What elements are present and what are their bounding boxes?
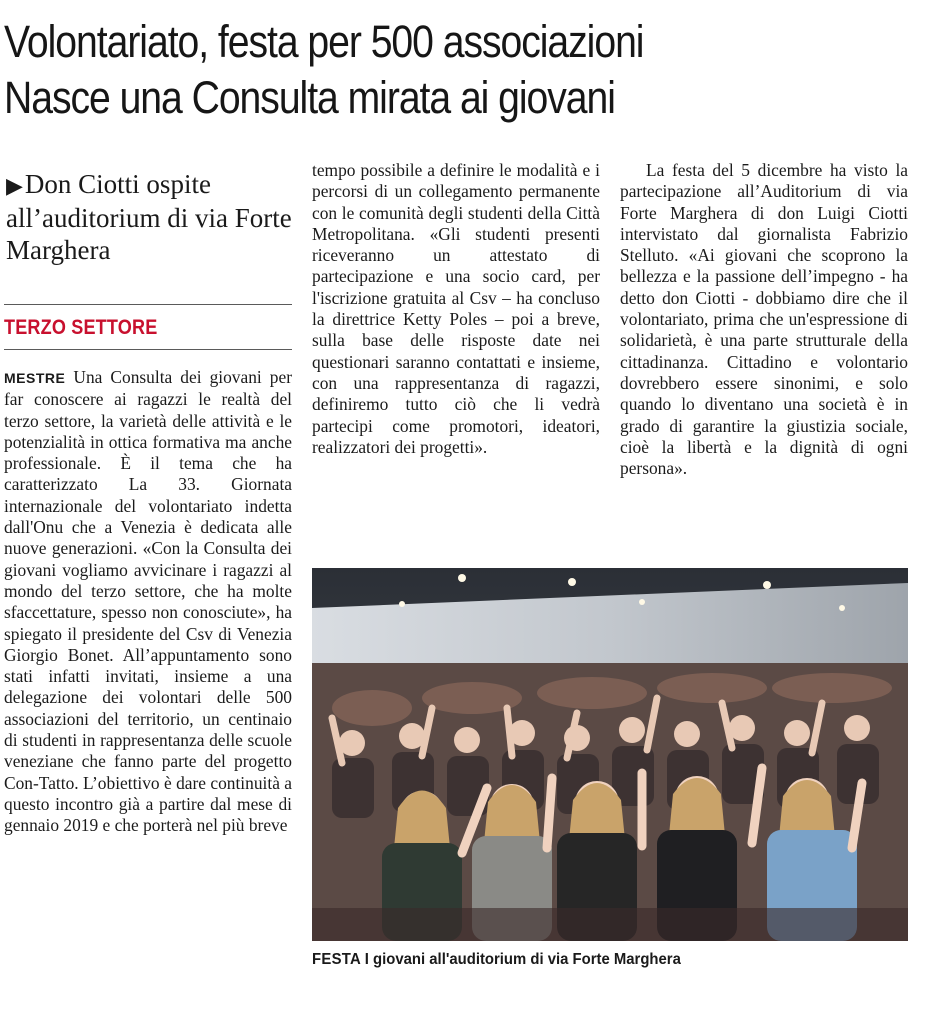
column-2-text: tempo possibile a definire le modalità e i percorsi di un collegamento permanente con le comunità degli studenti della Città Metropolitana. «Gli studenti presenti riceveranno un attestato di partecipazione e una socio card, per l'iscrizione gratuita al Csv – ha concluso la direttrice Ketty Poles – poi a breve, sulla base delle risposte date nei questionari saranno contattati e insieme, con una rappresentanza di ragazzi, definiremo tutto ciò che li vedrà partecipi come promotori, ideatori, realizzatori dei progetti». — [312, 160, 600, 457]
section-kicker: TERZO SETTORE — [4, 316, 158, 339]
column-1-text: Una Consulta dei giovani per far conoscere ai ragazzi le realtà del terzo settore, la varietà delle attività e le potenzialità in ottica formativa ma anche professionale. È il tema che ha caratterizzato La 33. Giornata internazionale del volontariato indetta dall'Onu che a Venezia è dedicata alle nuove generazioni. «Con la Consulta dei giovani vogliamo avvicinare i ragazzi al mondo del terzo settore, che ha molte sfaccettature, spesso non conosciute», ha spiegato il presidente del Csv di Venezia Giorgio Bonet. All’appuntamento sono stati infatti invitati, insieme a una delegazione dei volontari delle 500 associazioni del territorio, un centinaio di studenti in rappresentanza delle scuole veneziane che fanno parte del progetto Con-Tatto. L’obiettivo è dare continuità a questo incontro già a partire dal mese di gennaio 2019 e che porterà nel più breve — [4, 367, 292, 836]
auditorium-photo — [312, 568, 908, 941]
article-column-3 — [620, 160, 908, 479]
headline-line-1: Volontariato, festa per 500 associazioni — [4, 16, 644, 67]
caption-text: I giovani all'auditorium di via Forte Marghera — [364, 951, 681, 968]
column-3-text: La festa del 5 dicembre ha visto la partecipazione all’Auditorium di via Forte Marghera di don Luigi Ciotti intervistato dal giornalista Fabrizio Stelluto. «Ai giovani che scoprono la bellezza e la passione dell’impegno - ha detto don Ciotti - dobbiamo dire che il volontariato, prima che un'espressione di solidarietà, è una parte strutturale della cittadinanza. Cittadino e volontario dovrebbero essere sinonimi, e solo quando lo diventano una società è in grado di garantire la giustizia sociale, cioè la libertà e la dignità di ogni persona». — [620, 160, 908, 479]
headline-line-2: Nasce una Consulta mirata ai giovani — [4, 72, 615, 123]
deck — [6, 168, 296, 266]
arrow-right-icon: ▶ — [6, 173, 23, 198]
divider-bottom — [4, 349, 292, 350]
headline — [4, 14, 919, 126]
article-column-1 — [4, 367, 292, 837]
photo-caption — [312, 951, 866, 969]
dateline: MESTRE — [4, 370, 66, 386]
caption-tag: FESTA — [312, 951, 362, 968]
article-column-2 — [312, 160, 600, 458]
deck-text: Don Ciotti ospite all’auditorium di via Forte Marghera — [6, 169, 292, 265]
divider-top — [4, 304, 292, 305]
